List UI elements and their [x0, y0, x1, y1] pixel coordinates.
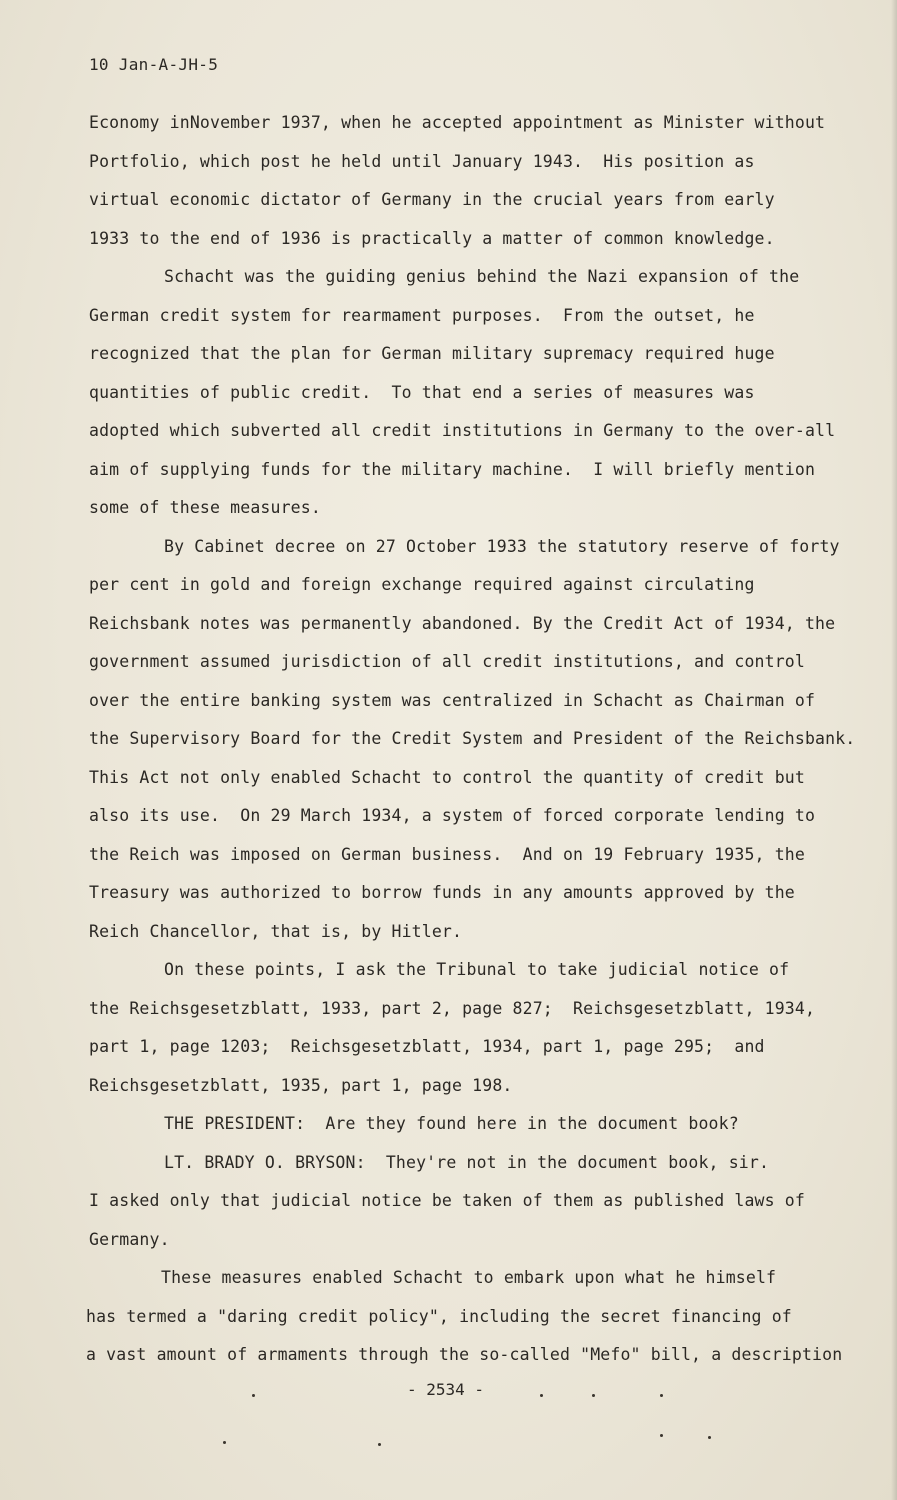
text-line: the Reich was imposed on German business. And on 19 February 1935, the	[89, 844, 805, 864]
text-line: These measures enabled Schacht to embark upon what he himself	[161, 1268, 777, 1287]
document-body	[0, 110, 897, 1381]
text-line: virtual economic dictator of Germany in the crucial years from early	[89, 190, 775, 209]
ink-speck	[223, 1441, 226, 1444]
text-line: government assumed jurisdiction of all credit institutions, and control	[89, 652, 805, 671]
text-line: THE PRESIDENT: Are they found here in the document book?	[164, 1114, 739, 1133]
ink-speck	[252, 1394, 255, 1397]
text-line: over the entire banking system was centralized in Schacht as Chairman of	[89, 690, 816, 710]
text-line: part 1, page 1203; Reichsgesetzblatt, 1934, part 1, page 295; and	[89, 1037, 765, 1056]
ink-speck	[592, 1394, 595, 1397]
text-line: per cent in gold and foreign exchange required against circulating	[89, 575, 755, 594]
text-line: This Act not only enabled Schacht to control the quantity of credit but	[89, 767, 805, 787]
text-line: Economy inNovember 1937, when he accepted appointment as Minister without	[89, 113, 826, 132]
text-line: Reich Chancellor, that is, by Hitler.	[89, 921, 463, 941]
page-header-reference: 10 Jan-A-JH-5	[89, 55, 219, 74]
text-line: I asked only that judicial notice be taken of them as published laws of	[89, 1191, 805, 1210]
text-line: Germany.	[89, 1229, 170, 1249]
text-line: also its use. On 29 March 1934, a system of forced corporate lending to	[89, 806, 816, 825]
text-line: 1933 to the end of 1936 is practically a matter of common knowledge.	[89, 228, 775, 248]
text-line: the Supervisory Board for the Credit System and President of the Reichsbank.	[89, 729, 856, 748]
text-line: aim of supplying funds for the military machine. I will briefly mention	[89, 459, 816, 479]
text-line: Reichsbank notes was permanently abandoned. By the Credit Act of 1934, the	[89, 613, 836, 633]
text-line: LT. BRADY O. BRYSON: They're not in the document book, sir.	[164, 1152, 770, 1172]
text-line: German credit system for rearmament purposes. From the outset, he	[89, 305, 755, 325]
text-line: adopted which subverted all credit institutions in Germany to the over-all	[89, 421, 836, 440]
text-line: Treasury was authorized to borrow funds in any amounts approved by the	[89, 883, 795, 902]
text-line: quantities of public credit. To that end a series of measures was	[89, 382, 755, 402]
text-line: By Cabinet decree on 27 October 1933 the statutory reserve of forty	[164, 536, 840, 556]
text-line: On these points, I ask the Tribunal to take judicial notice of	[164, 960, 790, 979]
text-line: Portfolio, which post he held until January 1943. His position as	[89, 151, 755, 171]
text-line: Schacht was the guiding genius behind the Nazi expansion of the	[164, 267, 800, 286]
ink-speck	[708, 1436, 711, 1439]
text-line: has termed a "daring credit policy", including the secret financing of	[86, 1306, 792, 1326]
text-line: recognized that the plan for German military supremacy required huge	[89, 344, 775, 363]
ink-speck	[660, 1394, 663, 1397]
text-line: Reichsgesetzblatt, 1935, part 1, page 198.	[89, 1075, 513, 1095]
text-line: the Reichsgesetzblatt, 1933, part 2, page 827; Reichsgesetzblatt, 1934,	[89, 998, 816, 1018]
page-number: - 2534 -	[407, 1380, 485, 1399]
ink-speck	[660, 1434, 663, 1437]
text-line: a vast amount of armaments through the so-called "Mefo" bill, a description	[86, 1345, 843, 1364]
text-line: some of these measures.	[89, 498, 321, 517]
ink-speck	[378, 1443, 381, 1446]
ink-speck	[540, 1394, 543, 1397]
